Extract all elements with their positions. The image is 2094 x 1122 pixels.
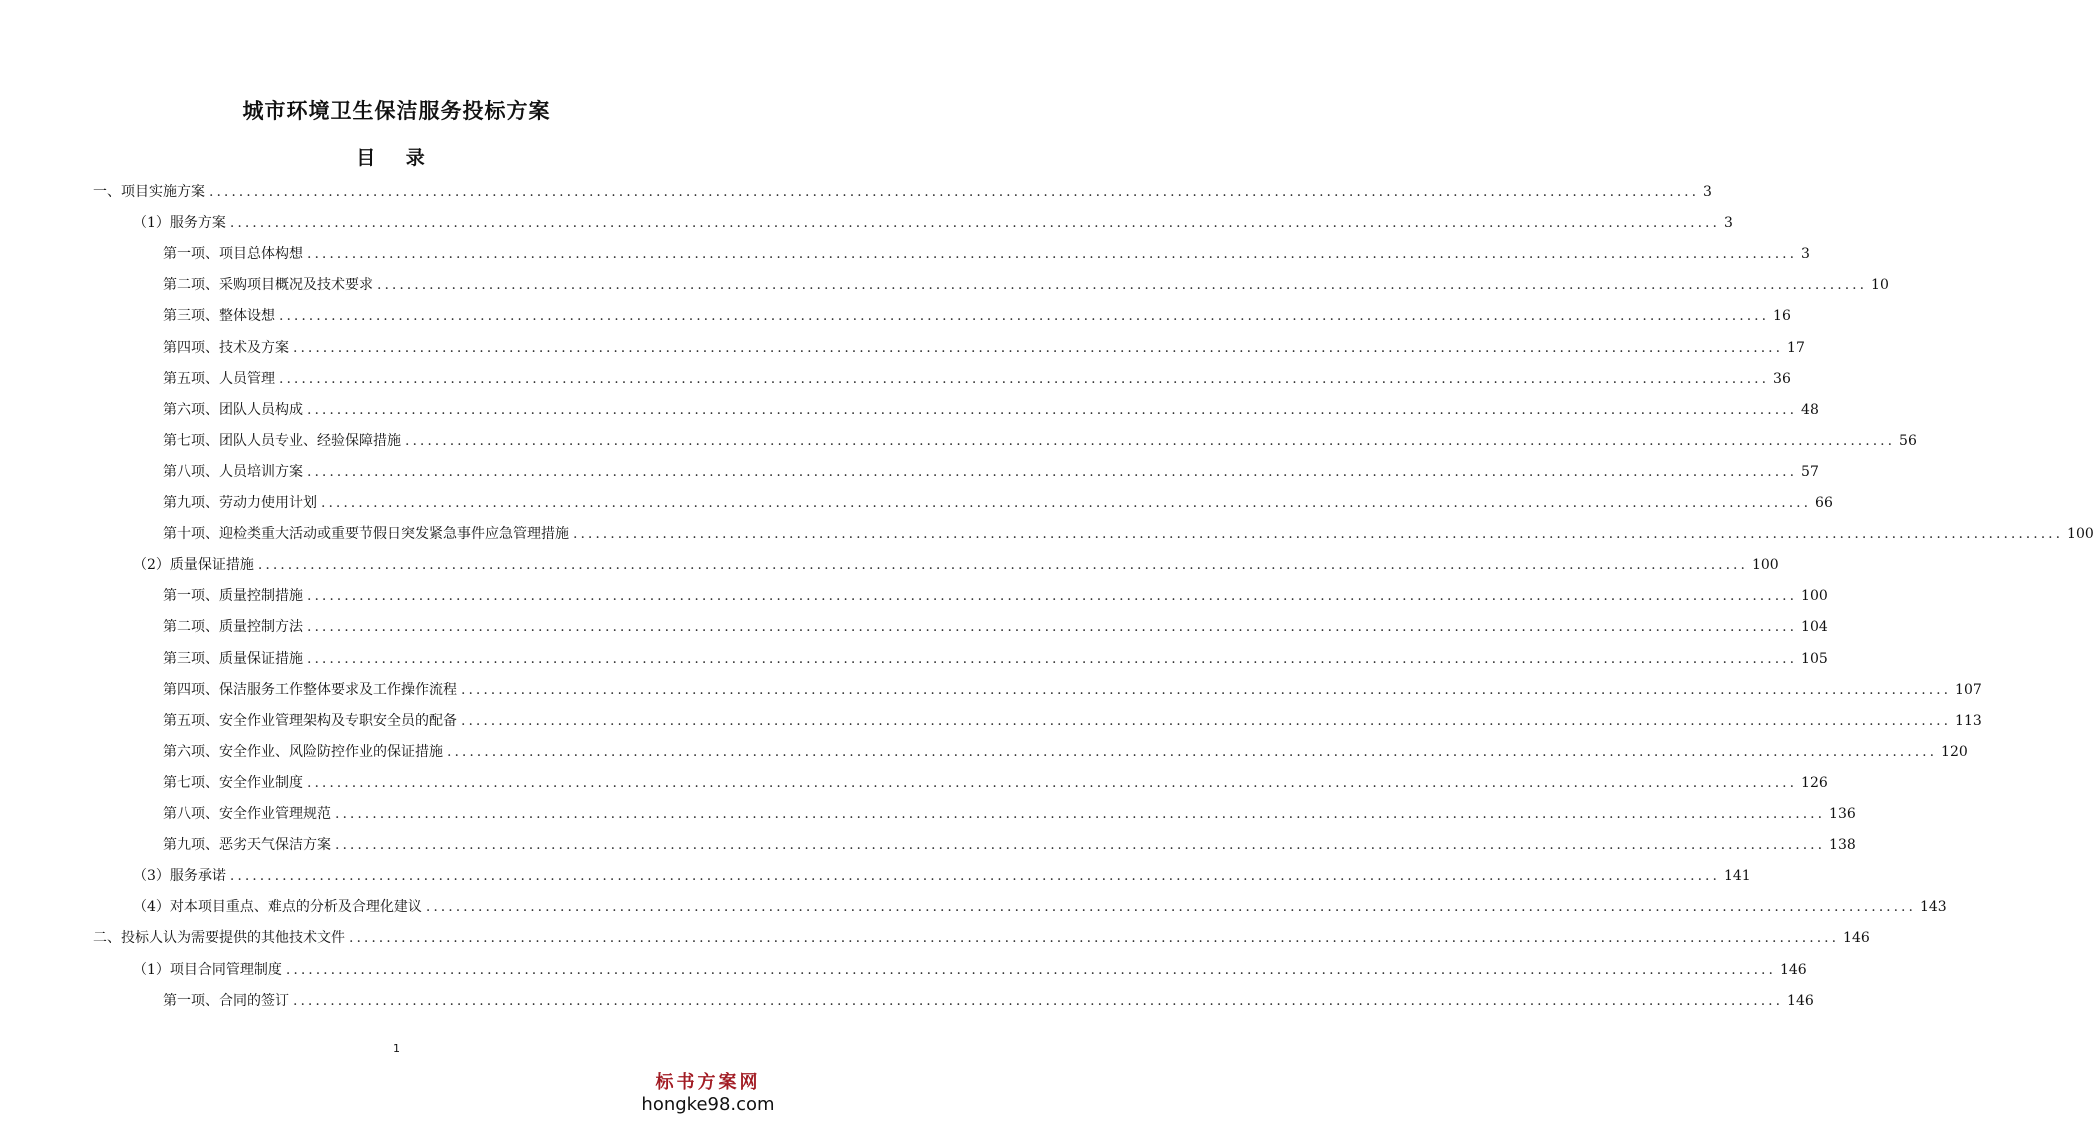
toc-entry-page: 57 [1801,463,1819,480]
watermark-url: hongke98.com [641,1094,775,1115]
toc-leader-dots: ........................................................................................................................................................................................................ [335,806,1826,822]
toc-entry[interactable] [163,458,1819,486]
toc-leader-dots: ........................................................................................................................................................................................................ [377,277,1868,294]
toc-entry-label: 第九项、劳动力使用计划 [163,495,317,511]
toc-entry-page: 105 [1801,650,1828,667]
toc-entry-page: 48 [1801,401,1819,418]
toc-entry-page: 141 [1723,868,1751,885]
toc-leader-dots: ........................................................................................................................................................................................................ [307,619,1798,636]
toc-entry-label: 第六项、安全作业、风险防控作业的保证措施 [163,743,443,760]
toc-entry-page: 3 [1801,246,1810,263]
toc-leader-dots: ........................................................................................................................................................................................................ [335,837,1826,854]
toc-entry[interactable] [133,893,1947,921]
toc-entry-label: 一、项目实施方案 [93,184,205,200]
toc-entry-label: 第一项、质量控制措施 [163,588,303,605]
toc-entry-page: 104 [1801,619,1828,636]
toc-entry[interactable] [163,676,1982,704]
toc-leader-dots: ........................................................................................................................................................................................................ [321,495,1812,511]
watermark-logo [633,1072,783,1116]
toc-entry[interactable] [163,427,1917,455]
toc-entry[interactable] [133,956,1807,984]
toc-entry-label: 第四项、保洁服务工作整体要求及工作操作流程 [163,681,457,698]
toc-leader-dots: ........................................................................................................................................................................................................ [279,308,1770,325]
toc-entry-label: 二、投标人认为需要提供的其他技术文件 [93,930,345,947]
toc-entry-page: 10 [1871,277,1889,294]
toc-entry-label: 第七项、团队人员专业、经验保障措施 [163,432,401,449]
toc-entry-page: 66 [1815,495,1833,511]
toc-entry-label: （4）对本项目重点、难点的分析及合理化建议 [133,899,422,916]
toc-entry[interactable] [163,831,1856,859]
toc-leader-dots: ........................................................................................................................................................................................................ [425,899,1916,916]
toc-leader-dots: ........................................................................................................................................................................................................ [447,743,1938,760]
toc-leader-dots: ........................................................................................................................................................................................................ [307,463,1798,480]
toc-entry[interactable] [163,738,1968,766]
toc-entry[interactable] [163,240,1810,268]
toc-entry-label: （1）服务方案 [133,215,226,232]
toc-entry-label: 第五项、安全作业管理架构及专职安全员的配备 [163,712,457,729]
toc-entry-label: 第三项、整体设想 [163,308,275,325]
toc-leader-dots: ........................................................................................................................................................................................................ [229,868,1720,885]
toc-entry-page: 16 [1773,308,1791,325]
toc-entry-label: （2）质量保证措施 [133,557,254,574]
toc-leader-dots: ........................................................................................................................................................................................................ [307,650,1798,667]
toc-leader-dots: ........................................................................................................................................................................................................ [307,774,1798,791]
toc-entry-page: 17 [1787,339,1805,356]
toc-entry-page: 146 [1787,992,1814,1009]
toc-entry-page: 146 [1779,961,1807,978]
toc-leader-dots: ........................................................................................................................................................................................................ [209,184,1700,200]
page-number: 1 [393,1042,400,1055]
toc-leader-dots: ........................................................................................................................................................................................................ [279,370,1770,387]
toc-entry-page: 36 [1773,370,1791,387]
toc-entry[interactable] [163,365,1791,393]
toc-entry-label: （3）服务承诺 [133,868,226,885]
toc-leader-dots: ........................................................................................................................................................................................................ [229,215,1720,232]
toc-entry[interactable] [163,334,1805,362]
toc-entry-label: 第八项、人员培训方案 [163,463,303,480]
toc-entry[interactable] [93,178,1712,206]
toc-leader-dots: ........................................................................................................................................................................................................ [307,588,1798,605]
toc-entry-page: 3 [1723,215,1733,232]
toc-leader-dots: ........................................................................................................................................................................................................ [573,526,2064,543]
toc-entry-label: （1）项目合同管理制度 [133,961,282,978]
toc-entry[interactable] [163,987,1814,1015]
toc-leader-dots: ........................................................................................................................................................................................................ [307,246,1798,263]
toc-entry[interactable] [163,520,2094,548]
toc-entry[interactable] [163,271,1889,299]
toc-leader-dots: ........................................................................................................................................................................................................ [349,930,1840,947]
toc-entry[interactable] [133,209,1733,237]
toc-entry-label: 第二项、质量控制方法 [163,619,303,636]
toc-entry-label: 第五项、人员管理 [163,370,275,387]
toc-entry[interactable] [163,302,1791,330]
toc-leader-dots: ........................................................................................................................................................................................................ [405,432,1896,449]
toc-leader-dots: ........................................................................................................................................................................................................ [257,557,1748,574]
toc-entry[interactable] [163,582,1828,610]
toc-entry-page: 143 [1919,899,1947,916]
toc-entry-page: 56 [1899,432,1917,449]
toc-entry-page: 146 [1843,930,1870,947]
toc-entry-page: 136 [1829,806,1856,822]
toc-entry-label: 第四项、技术及方案 [163,339,289,356]
toc-leader-dots: ........................................................................................................................................................................................................ [285,961,1776,978]
toc-entry[interactable] [163,613,1828,641]
toc-entry[interactable] [133,551,1779,579]
toc-entry-page: 107 [1955,681,1982,698]
toc-entry-page: 100 [1801,588,1828,605]
toc-entry-page: 138 [1829,837,1856,854]
toc-entry[interactable] [163,707,1982,735]
toc-entry-label: 第八项、安全作业管理规范 [163,806,331,822]
toc-entry-label: 第一项、合同的签订 [163,992,289,1009]
toc-entry-label: 第六项、团队人员构成 [163,401,303,418]
toc-entry-page: 100 [1751,557,1779,574]
toc-entry[interactable] [163,645,1828,673]
toc-entry-page: 126 [1801,774,1828,791]
toc-entry-page: 3 [1703,184,1712,200]
toc-leader-dots: ........................................................................................................................................................................................................ [293,992,1784,1009]
toc-entry[interactable] [133,862,1751,890]
toc-leader-dots: ........................................................................................................................................................................................................ [461,681,1952,698]
toc-entry[interactable] [163,800,1856,828]
document-title: 城市环境卫生保洁服务投标方案 [242,98,551,123]
toc-entry-label: 第九项、恶劣天气保洁方案 [163,837,331,854]
toc-entry-page: 120 [1941,743,1968,760]
toc-heading: 目 录 [356,147,437,169]
toc-entry-label: 第三项、质量保证措施 [163,650,303,667]
toc-leader-dots: ........................................................................................................................................................................................................ [293,339,1784,356]
toc-entry-page: 100 [2067,526,2094,543]
toc-entry[interactable] [93,924,1870,952]
toc-leader-dots: ........................................................................................................................................................................................................ [307,401,1798,418]
toc-entry[interactable] [163,769,1828,797]
toc-entry-page: 113 [1955,712,1982,729]
toc-entry-label: 第七项、安全作业制度 [163,774,303,791]
toc-entry-label: 第一项、项目总体构想 [163,246,303,263]
toc-entry[interactable] [163,489,1833,517]
watermark-name: 标书方案网 [655,1072,761,1093]
toc-entry[interactable] [163,396,1819,424]
toc-leader-dots: ........................................................................................................................................................................................................ [461,712,1952,729]
toc-entry-label: 第二项、采购项目概况及技术要求 [163,277,373,294]
toc-entry-label: 第十项、迎检类重大活动或重要节假日突发紧急事件应急管理措施 [163,526,569,543]
